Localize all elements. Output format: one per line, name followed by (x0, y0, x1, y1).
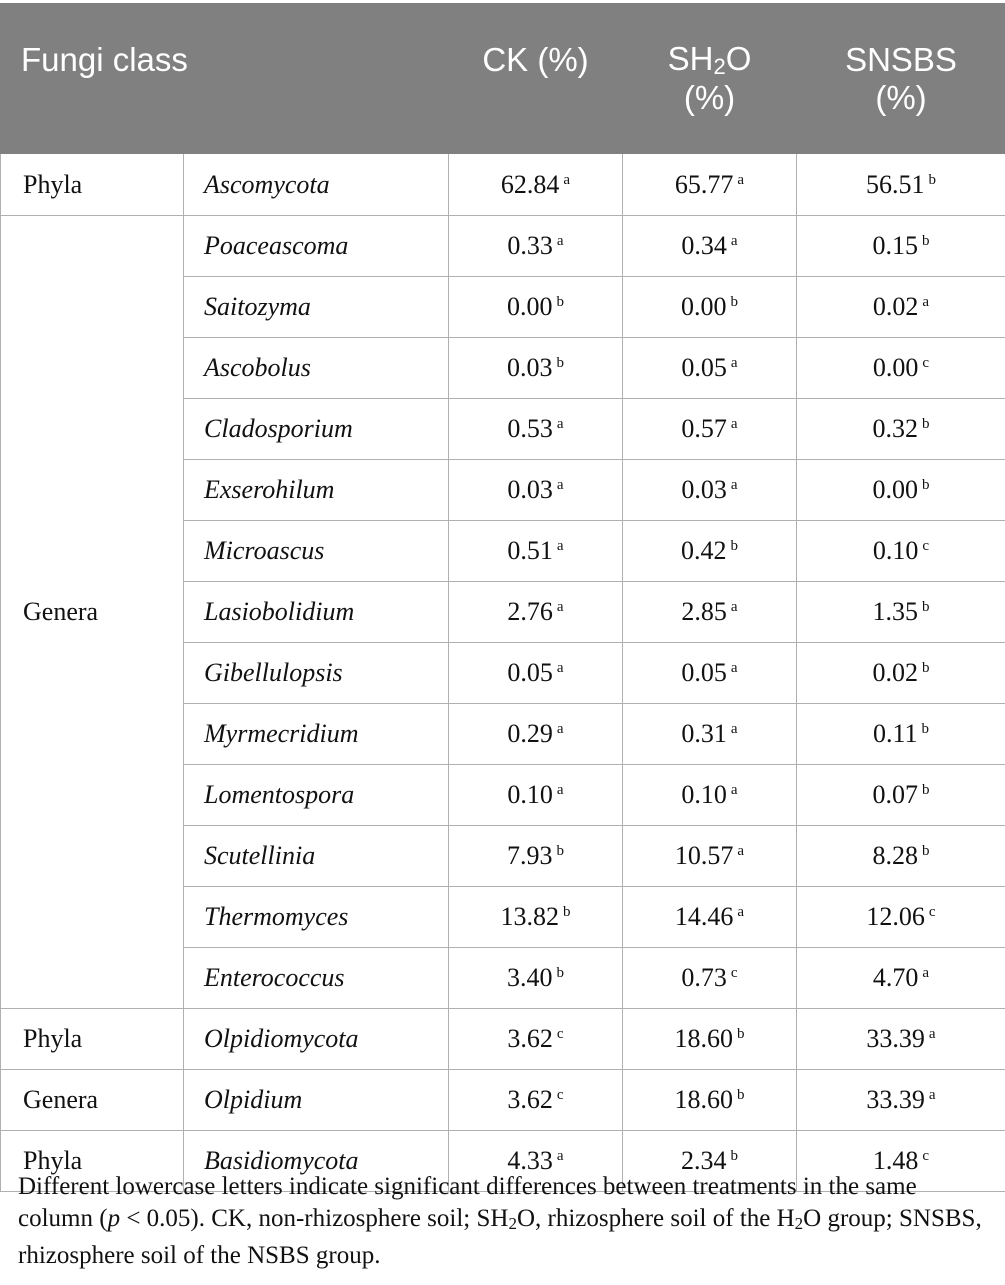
sh2o-value-cell (623, 948, 797, 1009)
taxon-name-cell: Lasiobolidium (184, 582, 449, 643)
ck-value-cell (449, 765, 623, 826)
value-number: 0.73 (681, 963, 727, 992)
value-number: 0.51 (507, 536, 553, 565)
ck-value-cell (449, 338, 623, 399)
ck-value-cell (449, 1070, 623, 1131)
header-sh2o-sub: 2 (713, 53, 726, 79)
value-number: 0.03 (681, 475, 727, 504)
value-number: 0.10 (507, 780, 553, 809)
significance-letter: a (737, 171, 745, 188)
header-ck (449, 4, 623, 154)
ck-value-cell (449, 1009, 623, 1070)
sh2o-value-cell (623, 460, 797, 521)
significance-letter: b (922, 233, 930, 249)
significance-letter: a (556, 1148, 564, 1164)
table-body (1, 154, 1005, 1192)
taxon-name-cell: Olpidiomycota (184, 1009, 449, 1070)
value-number: 10.57 (674, 841, 734, 870)
footnote-subscript-2: 2 (794, 1214, 804, 1233)
value-number: 0.02 (872, 292, 919, 321)
value-number: 13.82 (500, 902, 559, 931)
ck-value-cell (449, 277, 623, 338)
value-number: 4.33 (507, 1146, 553, 1175)
significance-letter: a (556, 416, 564, 432)
significance-letter: a (730, 355, 738, 371)
sh2o-value-cell (623, 887, 797, 948)
value-number: 18.60 (674, 1085, 733, 1114)
fungi-class-cell: Genera (1, 1070, 184, 1131)
value-number: 0.05 (681, 353, 727, 382)
value-number: 0.29 (507, 719, 553, 748)
snsbs-value-cell (797, 1070, 1005, 1131)
snsbs-value-cell (797, 154, 1005, 216)
sh2o-value-cell (623, 399, 797, 460)
value-number: 7.93 (507, 841, 553, 870)
value-number: 0.32 (872, 414, 918, 443)
significance-letter: b (556, 965, 564, 981)
sh2o-value-cell (623, 704, 797, 765)
table-row (1, 216, 1005, 277)
significance-letter: a (556, 599, 564, 615)
significance-letter: b (563, 904, 571, 920)
header-sh2o (623, 4, 797, 154)
taxon-name-cell: Ascomycota (184, 154, 449, 216)
value-number: 2.34 (681, 1146, 727, 1175)
taxon-name-cell: Poaceascoma (184, 216, 449, 277)
significance-letter: b (922, 782, 930, 798)
taxon-name-cell: Microascus (184, 521, 449, 582)
significance-letter: a (922, 294, 930, 310)
value-number: 65.77 (674, 169, 734, 199)
footnote-part-1: Different lowercase letters indicate significant differences between treatments in the same column ( (18, 1173, 917, 1232)
sh2o-value-cell (623, 1070, 797, 1131)
value-number: 2.85 (681, 597, 727, 626)
value-number: 0.03 (507, 475, 553, 504)
significance-letter: a (730, 721, 738, 737)
significance-letter: a (730, 599, 738, 615)
ck-value-cell (449, 948, 623, 1009)
snsbs-value-cell (797, 399, 1005, 460)
significance-letter: a (730, 660, 738, 676)
snsbs-value-cell (797, 826, 1005, 887)
sh2o-value-cell (623, 216, 797, 277)
snsbs-value-cell (797, 277, 1005, 338)
value-number: 0.02 (872, 658, 918, 687)
significance-letter: c (556, 1087, 564, 1103)
value-number: 0.07 (872, 780, 918, 809)
taxon-name-cell: Thermomyces (184, 887, 449, 948)
value-number: 0.53 (507, 414, 553, 443)
taxon-name-cell: Myrmecridium (184, 704, 449, 765)
ck-value-cell (449, 521, 623, 582)
significance-letter: b (922, 843, 930, 859)
snsbs-value-cell (797, 460, 1005, 521)
ck-value-cell (449, 154, 623, 216)
header-sh2o-tail: O (725, 39, 752, 77)
value-number: 0.05 (681, 658, 727, 687)
header-snsbs-main: SNSBS (845, 40, 957, 78)
fungi-class-cell: Phyla (1, 1009, 184, 1070)
value-number: 0.33 (507, 231, 553, 260)
significance-letter: c (922, 355, 930, 371)
footnote-part-4: O group; SNSBS, rhizosphere soil of the NSBS group. (18, 1205, 982, 1269)
value-number: 0.31 (681, 719, 727, 748)
significance-letter: a (556, 538, 564, 554)
snsbs-value-cell (797, 521, 1005, 582)
value-number: 3.62 (507, 1024, 553, 1053)
significance-letter: b (922, 599, 930, 615)
value-number: 0.10 (681, 780, 727, 809)
taxon-name-cell: Cladosporium (184, 399, 449, 460)
sh2o-value-cell (623, 582, 797, 643)
value-number: 33.39 (866, 1024, 925, 1053)
value-number: 2.76 (507, 597, 553, 626)
value-number: 33.39 (866, 1085, 925, 1114)
significance-letter: b (737, 1087, 745, 1103)
significance-letter: a (730, 782, 738, 798)
snsbs-value-cell (797, 643, 1005, 704)
significance-letter: a (730, 233, 738, 249)
fungi-class-cell: Genera (1, 216, 184, 1009)
value-number: 8.28 (872, 841, 918, 870)
snsbs-value-cell (797, 1009, 1005, 1070)
taxon-name-cell: Saitozyma (184, 277, 449, 338)
sh2o-value-cell (623, 154, 797, 216)
taxon-name-cell: Basidiomycota (184, 1131, 449, 1192)
significance-letter: a (556, 721, 564, 737)
significance-letter: a (928, 1087, 936, 1103)
sh2o-value-cell (623, 826, 797, 887)
significance-letter: b (922, 416, 930, 432)
fungi-class-cell: Phyla (1, 1131, 184, 1192)
table-footnote (18, 1171, 993, 1272)
value-number: 3.40 (507, 963, 553, 992)
ck-value-cell (449, 887, 623, 948)
significance-letter: c (556, 1026, 564, 1042)
significance-letter: b (730, 1148, 738, 1164)
value-number: 1.35 (872, 597, 918, 626)
sh2o-value-cell (623, 643, 797, 704)
significance-letter: b (556, 294, 564, 310)
sh2o-value-cell (623, 338, 797, 399)
value-number: 0.00 (681, 292, 727, 321)
snsbs-value-cell (797, 948, 1005, 1009)
table-row (1, 1009, 1005, 1070)
value-number: 0.00 (872, 353, 919, 382)
taxon-name-cell: Olpidium (184, 1070, 449, 1131)
taxon-name-cell: Gibellulopsis (184, 643, 449, 704)
footnote-subscript-1: 2 (508, 1214, 517, 1233)
value-number: 0.34 (681, 231, 727, 260)
fungi-class-cell: Phyla (1, 154, 184, 216)
snsbs-value-cell (797, 338, 1005, 399)
significance-letter: a (556, 477, 564, 493)
taxon-name-cell: Exserohilum (184, 460, 449, 521)
significance-letter: a (922, 965, 930, 981)
significance-letter: a (563, 171, 571, 188)
value-number: 1.48 (872, 1146, 919, 1175)
footnote-part-3: O, rhizosphere soil of the H (516, 1205, 795, 1232)
value-number: 0.11 (872, 719, 918, 748)
snsbs-value-cell (797, 704, 1005, 765)
value-number: 0.00 (872, 475, 918, 504)
value-number: 0.10 (872, 536, 919, 565)
significance-letter: a (556, 660, 564, 676)
footnote-p-variable: p (107, 1205, 121, 1232)
snsbs-value-cell (797, 887, 1005, 948)
ck-value-cell (449, 582, 623, 643)
significance-letter: a (556, 233, 564, 249)
value-number: 62.84 (500, 169, 560, 199)
significance-letter: b (556, 355, 564, 371)
significance-letter: a (737, 843, 745, 859)
value-number: 0.05 (507, 658, 553, 687)
significance-letter: c (922, 538, 930, 554)
ck-value-cell (449, 643, 623, 704)
value-number: 4.70 (872, 963, 919, 992)
significance-letter: a (730, 416, 738, 432)
significance-letter: a (737, 904, 745, 920)
value-number: 18.60 (674, 1024, 733, 1053)
value-number: 0.57 (681, 414, 727, 443)
taxon-name-cell: Ascobolus (184, 338, 449, 399)
significance-letter: b (730, 538, 738, 554)
value-number: 0.00 (507, 292, 553, 321)
taxon-name-cell: Lomentospora (184, 765, 449, 826)
sh2o-value-cell (623, 521, 797, 582)
table-row (1, 154, 1005, 216)
value-number: 3.62 (507, 1085, 553, 1114)
value-number: 12.06 (866, 902, 925, 931)
significance-letter: b (737, 1026, 745, 1042)
significance-letter: b (730, 294, 738, 310)
significance-letter: b (921, 721, 930, 737)
fungi-abundance-table (0, 3, 1005, 1192)
significance-letter: c (928, 904, 936, 920)
ck-value-cell (449, 704, 623, 765)
value-number: 0.03 (507, 353, 553, 382)
snsbs-value-cell (797, 582, 1005, 643)
value-number: 14.46 (674, 902, 734, 931)
sh2o-value-cell (623, 1009, 797, 1070)
value-number: 56.51 (866, 169, 925, 199)
ck-value-cell (449, 826, 623, 887)
value-number: 0.42 (681, 536, 727, 565)
footnote-part-2: < 0.05). CK, non-rhizosphere soil; SH (120, 1205, 509, 1232)
sh2o-value-cell (623, 765, 797, 826)
header-sh2o-unit: (%) (683, 79, 736, 117)
significance-letter: b (928, 171, 936, 188)
header-sh2o-main: SH (667, 39, 714, 77)
significance-letter: b (556, 843, 564, 859)
taxon-name-cell: Scutellinia (184, 826, 449, 887)
value-number: 0.15 (872, 231, 918, 260)
ck-value-cell (449, 216, 623, 277)
header-fungi-class: Fungi class (1, 4, 449, 154)
significance-letter: b (922, 477, 930, 493)
snsbs-value-cell (797, 765, 1005, 826)
header-ck-label: CK (%) (482, 40, 589, 78)
significance-letter: c (922, 1148, 930, 1164)
significance-letter: b (922, 660, 930, 676)
sh2o-value-cell (623, 277, 797, 338)
significance-letter: c (730, 965, 738, 981)
header-snsbs (797, 4, 1005, 154)
taxon-name-cell: Enterococcus (184, 948, 449, 1009)
significance-letter: a (556, 782, 564, 798)
header-snsbs-unit: (%) (875, 78, 927, 116)
snsbs-value-cell (797, 216, 1005, 277)
table-header-row (1, 4, 1005, 154)
ck-value-cell (449, 460, 623, 521)
ck-value-cell (449, 399, 623, 460)
table-row (1, 1070, 1005, 1131)
significance-letter: a (928, 1026, 936, 1042)
significance-letter: a (730, 477, 738, 493)
